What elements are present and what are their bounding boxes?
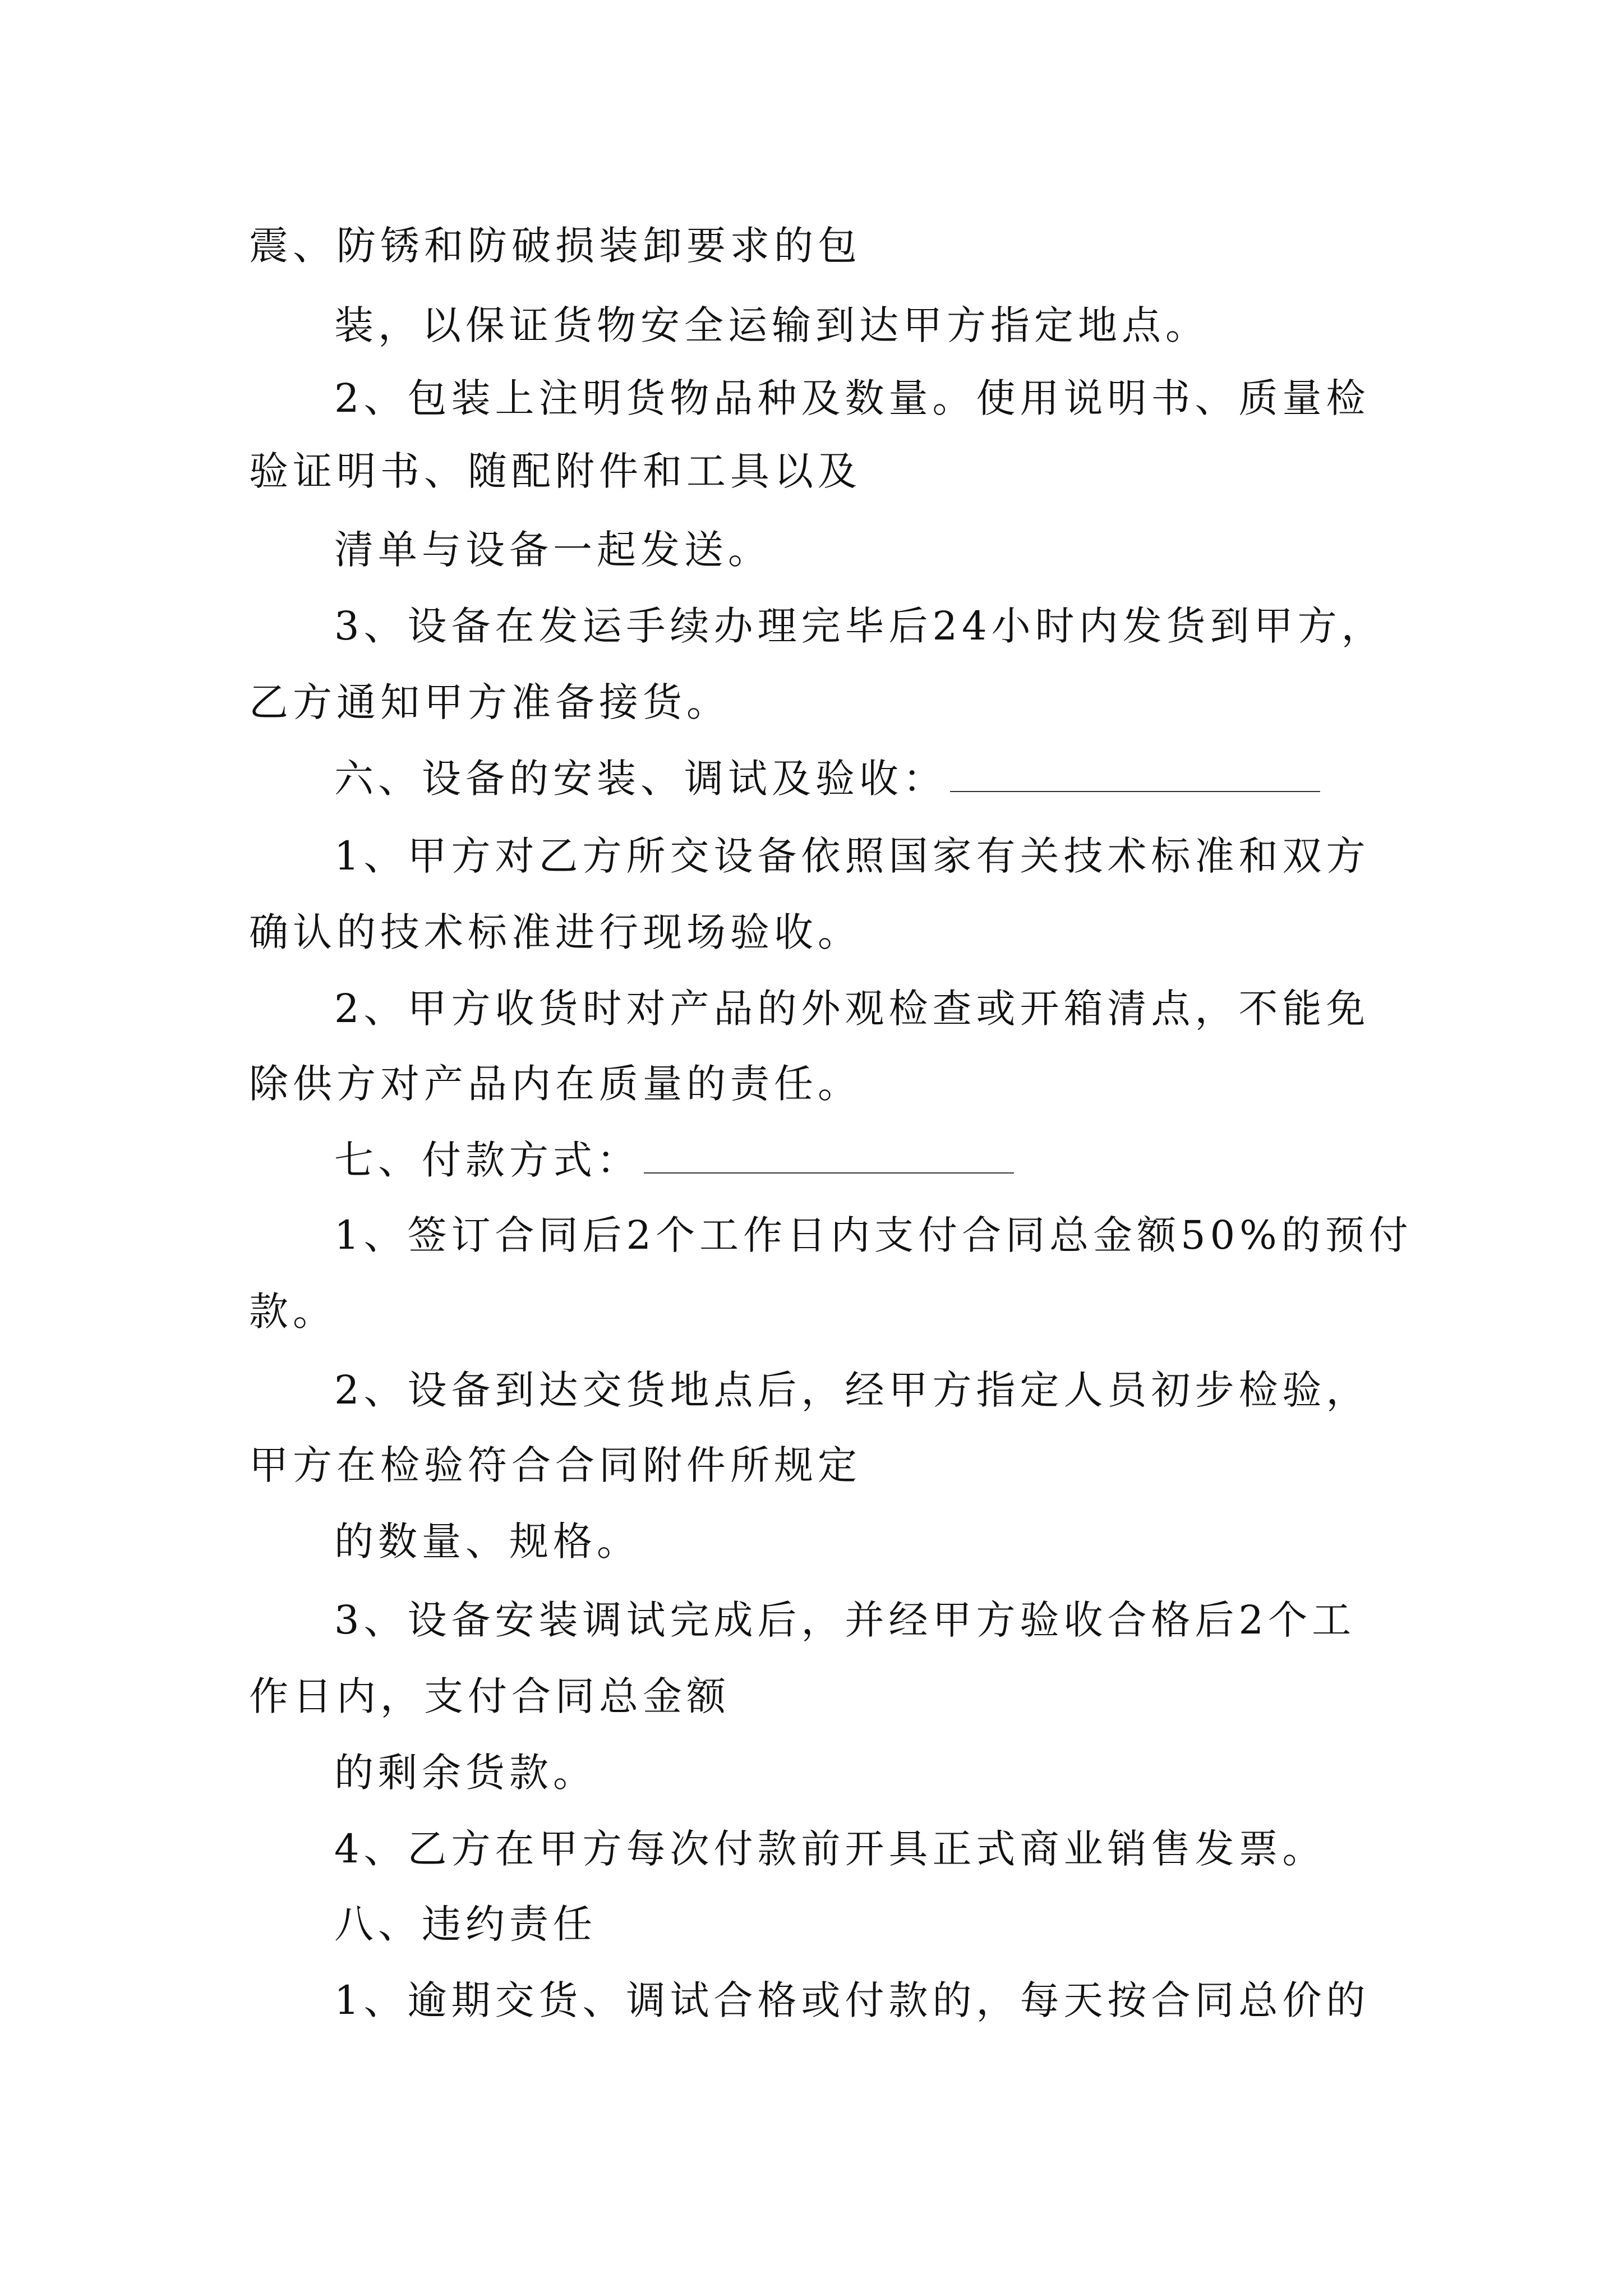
section-heading-payment (334, 1133, 1014, 1187)
fill-in-blank (950, 757, 1320, 792)
text-line: 确认的技术标准进行现场验收。 (249, 909, 861, 955)
text-line: 3、设备安装调试完成后，并经甲方验收合格后2个工 (334, 1597, 1356, 1643)
text-line: 的数量、规格。 (334, 1519, 640, 1565)
text-line: 验证明书、随配附件和工具以及 (249, 448, 861, 494)
text-line: 装，以保证货物安全运输到达甲方指定地点。 (334, 302, 1209, 348)
text-line: 款。 (249, 1289, 336, 1335)
text-line: 2、设备到达交货地点后，经甲方指定人员初步检验， (334, 1367, 1370, 1413)
text-line: 甲方在检验符合合同附件所规定 (249, 1442, 861, 1488)
text-line: 2、甲方收货时对产品的外观检查或开箱清点，不能免 (334, 986, 1370, 1032)
fill-in-blank (644, 1139, 1014, 1174)
text-line: 除供方对产品内在质量的责任。 (249, 1061, 861, 1107)
section-heading-label: 七、付款方式： (334, 1137, 640, 1183)
section-heading-label: 六、设备的安装、调试及验收： (334, 756, 947, 802)
text-line: 1、甲方对乙方所交设备依照国家有关技术标准和双方 (334, 833, 1370, 879)
section-heading-liability: 八、违约责任 (334, 1901, 597, 1947)
text-line: 乙方通知甲方准备接货。 (249, 679, 730, 725)
text-line: 2、包装上注明货物品种及数量。使用说明书、质量检 (334, 375, 1370, 421)
text-line: 4、乙方在甲方每次付款前开具正式商业销售发票。 (334, 1826, 1326, 1872)
text-line: 清单与设备一起发送。 (334, 527, 772, 573)
text-line: 的剩余货款。 (334, 1750, 597, 1796)
text-line: 震、防锈和防破损装卸要求的包 (249, 223, 861, 269)
text-line: 作日内，支付合同总金额 (249, 1673, 730, 1719)
section-heading-installation (334, 752, 1320, 806)
text-line: 3、设备在发运手续办理完毕后24小时内发货到甲方， (334, 603, 1385, 649)
text-line: 1、签订合同后2个工作日内支付合同总金额50%的预付 (334, 1212, 1413, 1258)
text-line: 1、逾期交货、调试合格或付款的，每天按合同总价的 (334, 1977, 1370, 2023)
